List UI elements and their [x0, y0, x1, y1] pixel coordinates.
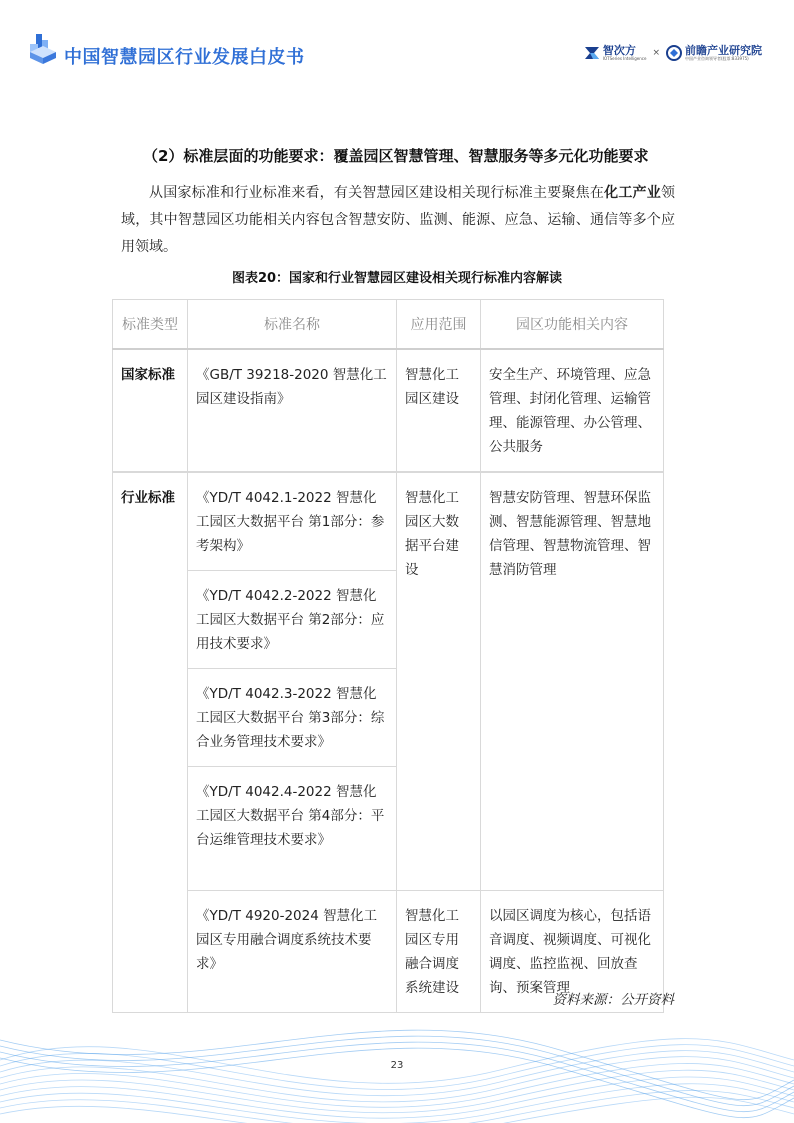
cell-content: 以园区调度为核心，包括语音调度、视频调度、可视化调度、监控监视、回放查询、预案管理: [481, 891, 664, 1013]
section-heading: （2）标准层面的功能要求：覆盖园区智慧管理、智慧服务等多元化功能要求: [143, 147, 649, 165]
para-bold-1: 化工产业: [604, 185, 661, 201]
cell-content: 智慧安防管理、智慧环保监测、智慧能源管理、智慧地信管理、智慧物流管理、智慧消防管理: [481, 472, 664, 891]
source-note: 资料来源：公开资料: [552, 992, 674, 1008]
standards-table: [112, 299, 664, 1013]
brand-zcf-name: 智次方: [602, 44, 636, 57]
header-cell-name: 标准名称: [188, 300, 397, 350]
cell-content: 安全生产、环境管理、应急管理、封闭化管理、运输管理、能源管理、办公管理、公共服务: [481, 349, 664, 472]
cell-name: 《YD/T 4042.2-2022 智慧化工园区大数据平台 第2部分：应用技术要求》: [188, 571, 397, 669]
cell-name: 《YD/T 4920-2024 智慧化工园区专用融合调度系统技术要求》: [188, 891, 397, 1013]
brand-zcf: [584, 44, 647, 62]
table-header-row: [113, 300, 664, 350]
cell-name: 《YD/T 4042.4-2022 智慧化工园区大数据平台 第4部分：平台运维管理技术要求》: [188, 767, 397, 891]
table-row: [113, 349, 664, 472]
header-cell-content: 园区功能相关内容: [481, 300, 664, 350]
qianzhan-logo-icon: [666, 44, 682, 62]
cell-scope: 智慧化工园区大数据平台建设: [397, 472, 481, 891]
header-cell-scope: 应用范围: [397, 300, 481, 350]
cell-name: 《GB/T 39218-2020 智慧化工园区建设指南》: [188, 349, 397, 472]
cell-scope: 智慧化工园区建设: [397, 349, 481, 472]
table-caption: 图表20：国家和行业智慧园区建设相关现行标准内容解读: [231, 271, 563, 286]
brand-logos: [584, 44, 762, 62]
document-title: 中国智慧园区行业发展白皮书: [64, 47, 305, 68]
para-text-1: 从国家标准和行业标准来看，有关智慧园区建设相关现行标准主要聚焦在: [149, 185, 605, 201]
page-number: 23: [390, 1060, 404, 1071]
brand-separator: ×: [652, 48, 660, 58]
header-cell-type: 标准类型: [113, 300, 188, 350]
brand-qianzhan-sub: 中国产业咨询领导者(股票:833975): [685, 56, 749, 61]
zcf-logo-icon: [584, 44, 600, 62]
body-paragraph: [121, 180, 675, 261]
brand-qianzhan: [666, 44, 762, 62]
cell-type: 国家标准: [113, 349, 188, 472]
building-blocks-icon: [28, 30, 58, 66]
cell-name: 《YD/T 4042.3-2022 智慧化工园区大数据平台 第3部分：综合业务管理技术要求》: [188, 669, 397, 767]
table-row: [113, 472, 664, 571]
brand-zcf-sub: IOTSeries Intelligence: [602, 56, 647, 61]
cell-scope: 智慧化工园区专用融合调度系统建设: [397, 891, 481, 1013]
cell-type: 行业标准: [113, 472, 188, 1013]
page-header: [0, 0, 794, 80]
brand-qianzhan-name: 前瞻产业研究院: [685, 44, 762, 57]
cell-name: 《YD/T 4042.1-2022 智慧化工园区大数据平台 第1部分：参考架构》: [188, 472, 397, 571]
para-text-2: 领域，其中智慧园区功能相关内容包含智慧安防、监测、能源、应急、运输、通信等多个应用领域。: [121, 185, 675, 255]
